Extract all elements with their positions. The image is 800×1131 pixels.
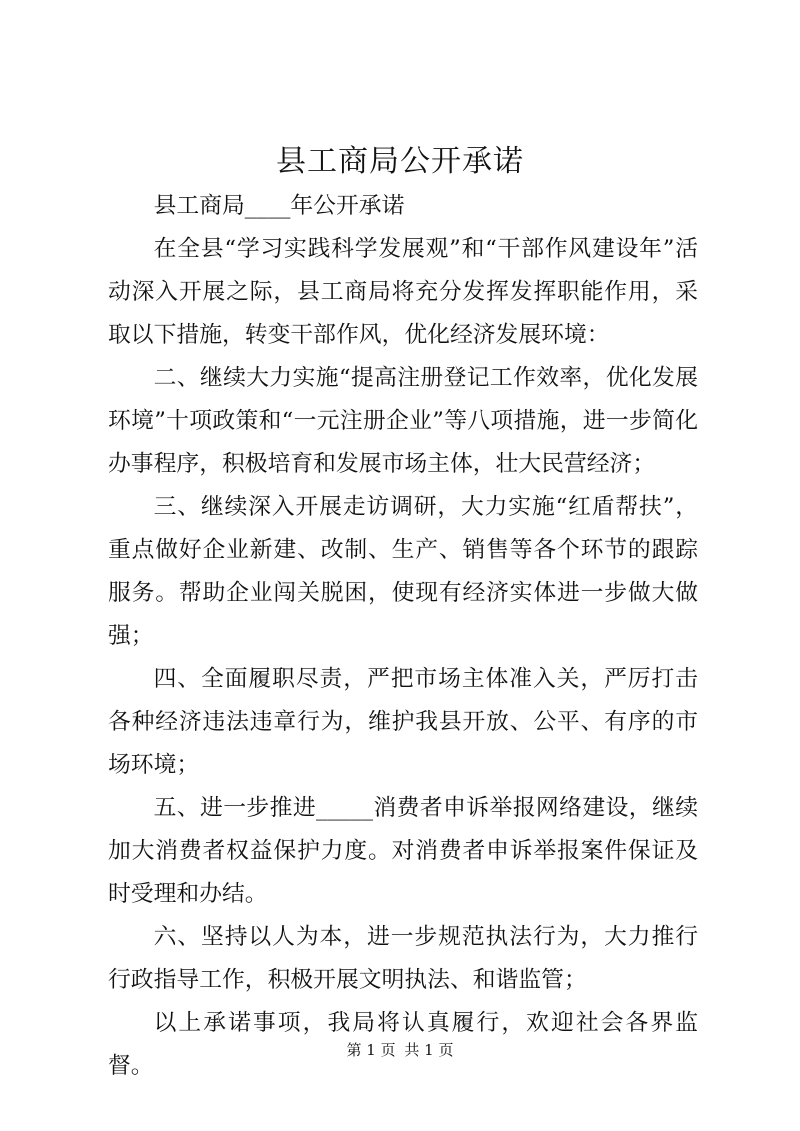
paragraph-closing: 以上承诺事项，我局将认真履行，欢迎社会各界监督。: [108, 1010, 698, 1079]
page-number: 第 1 页: [346, 1041, 396, 1059]
paragraph-intro: 在全县“学习实践科学发展观”和“干部作风建设年”活动深入开展之际，县工商局将充分发挥发挥职能作用，采取以下措施，转变干部作风，优化经济发展环境：: [108, 236, 698, 348]
paragraph-item-5: 五、进一步推进_____消费者申诉举报网络建设，继续加大消费者权益保护力度。对消费者申诉举报案件保证及时受理和办结。: [108, 795, 698, 907]
paragraph-item-6: 六、坚持以人为本，进一步规范执法行为，大力推行行政指导工作，积极开展文明执法、和谐监管；: [108, 924, 698, 993]
page-total: 共 1 页: [404, 1041, 454, 1059]
paragraph-heading-line: 县工商局____年公开承诺: [153, 193, 405, 219]
document-body: [108, 185, 698, 1088]
paragraph-item-3: 三、继续深入开展走访调研，大力实施“红盾帮扶”，重点做好企业新建、改制、生产、销售等各个环节的跟踪服务。帮助企业闯关脱困，使现有经济实体进一步做大做强；: [108, 494, 698, 649]
page-footer: [0, 1040, 800, 1060]
paragraph-item-4: 四、全面履职尽责，严把市场主体准入关，严厉打击各种经济违法违章行为，维护我县开放、公平、有序的市场环境；: [108, 666, 698, 778]
paragraph-item-2: 二、继续大力实施“提高注册登记工作效率，优化发展环境”十项政策和“一元注册企业”等八项措施，进一步简化办事程序，积极培育和发展市场主体，壮大民营经济；: [108, 365, 698, 477]
document-title: 县工商局公开承诺: [276, 144, 524, 179]
